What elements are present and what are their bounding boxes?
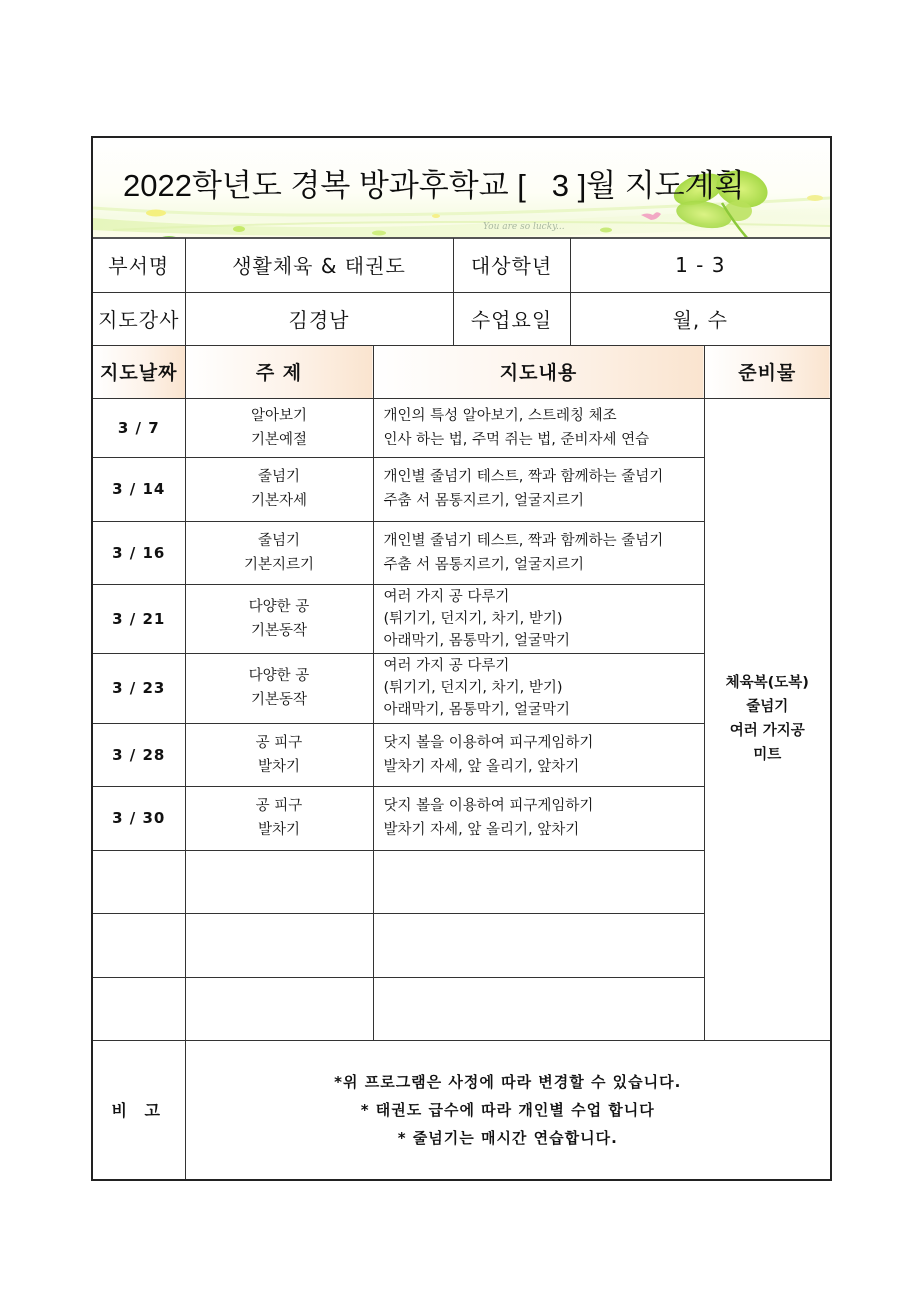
row-date: 3 / 7 (93, 398, 185, 457)
instructor-value: 김경남 (185, 292, 453, 345)
row-content: 여러 가지 공 다루기 (튀기기, 던지기, 차기, 받기) 아래막기, 몸통막기, 얼굴막기 (373, 653, 704, 723)
supply-item: 줄넘기 (746, 699, 789, 715)
row-topic: 공 피구 발차기 (185, 723, 373, 786)
supply-item: 체육복(도복) (725, 675, 809, 691)
supplies-cell (704, 398, 830, 1040)
row-date (93, 850, 185, 913)
notes-label: 비 고 (93, 1040, 185, 1179)
row-content: 닷지 볼을 이용하여 피구게임하기 발차기 자세, 앞 올리기, 앞차기 (373, 723, 704, 786)
department-label: 부서명 (93, 238, 185, 292)
supply-item: 여러 가지공 (729, 723, 805, 739)
class-days-label: 수업요일 (453, 292, 570, 345)
lesson-plan-document (91, 136, 832, 1181)
row-date: 3 / 30 (93, 786, 185, 850)
table-row (93, 398, 830, 457)
row-date: 3 / 23 (93, 653, 185, 723)
row-topic: 줄넘기 기본지르기 (185, 521, 373, 584)
note-line: * 태권도 급수에 따라 개인별 수업 합니다 (360, 1100, 655, 1119)
supply-item: 미트 (753, 747, 782, 763)
header-supplies: 준비물 (704, 345, 830, 398)
row-content (373, 913, 704, 977)
title-banner (93, 138, 830, 239)
notes-content (185, 1040, 830, 1179)
header-topic: 주 제 (185, 345, 373, 398)
note-line: * 줄넘기는 매시간 연습합니다. (397, 1128, 618, 1147)
instructor-label: 지도강사 (93, 292, 185, 345)
row-content: 개인별 줄넘기 테스트, 짝과 함께하는 줄넘기 주춤 서 몸통지르기, 얼굴지르기 (373, 457, 704, 521)
row-topic: 줄넘기 기본자세 (185, 457, 373, 521)
row-topic: 알아보기 기본예절 (185, 398, 373, 457)
info-row-department (93, 238, 830, 292)
row-date: 3 / 28 (93, 723, 185, 786)
row-date (93, 913, 185, 977)
info-row-instructor (93, 292, 830, 345)
row-topic: 다양한 공 기본동작 (185, 584, 373, 653)
row-content (373, 977, 704, 1040)
row-topic (185, 913, 373, 977)
row-date: 3 / 16 (93, 521, 185, 584)
row-topic: 공 피구 발차기 (185, 786, 373, 850)
svg-text:You are so lucky...: You are so lucky... (483, 222, 565, 232)
page-title: 2022학년도 경복 방과후학교 [ 3 ]월 지도계획 (123, 168, 745, 203)
department-value: 생활체육 & 태권도 (185, 238, 453, 292)
grade-label: 대상학년 (453, 238, 570, 292)
row-date (93, 977, 185, 1040)
row-content: 개인별 줄넘기 테스트, 짝과 함께하는 줄넘기 주춤 서 몸통지르기, 얼굴지르기 (373, 521, 704, 584)
notes-row (93, 1040, 830, 1179)
row-content (373, 850, 704, 913)
note-line: *위 프로그램은 사정에 따라 변경할 수 있습니다. (334, 1072, 682, 1091)
row-topic (185, 850, 373, 913)
row-date: 3 / 14 (93, 457, 185, 521)
row-topic (185, 977, 373, 1040)
schedule-header-row (93, 345, 830, 398)
row-content: 닷지 볼을 이용하여 피구게임하기 발차기 자세, 앞 올리기, 앞차기 (373, 786, 704, 850)
header-content: 지도내용 (373, 345, 704, 398)
row-topic: 다양한 공 기본동작 (185, 653, 373, 723)
row-content: 개인의 특성 알아보기, 스트레칭 체조 인사 하는 법, 주먹 쥐는 법, 준비자세 연습 (373, 398, 704, 457)
header-date: 지도날짜 (93, 345, 185, 398)
class-days-value: 월, 수 (570, 292, 830, 345)
row-date: 3 / 21 (93, 584, 185, 653)
row-content: 여러 가지 공 다루기 (튀기기, 던지기, 차기, 받기) 아래막기, 몸통막기, 얼굴막기 (373, 584, 704, 653)
lesson-plan-table (93, 238, 830, 1179)
grade-value: 1 - 3 (570, 238, 830, 292)
